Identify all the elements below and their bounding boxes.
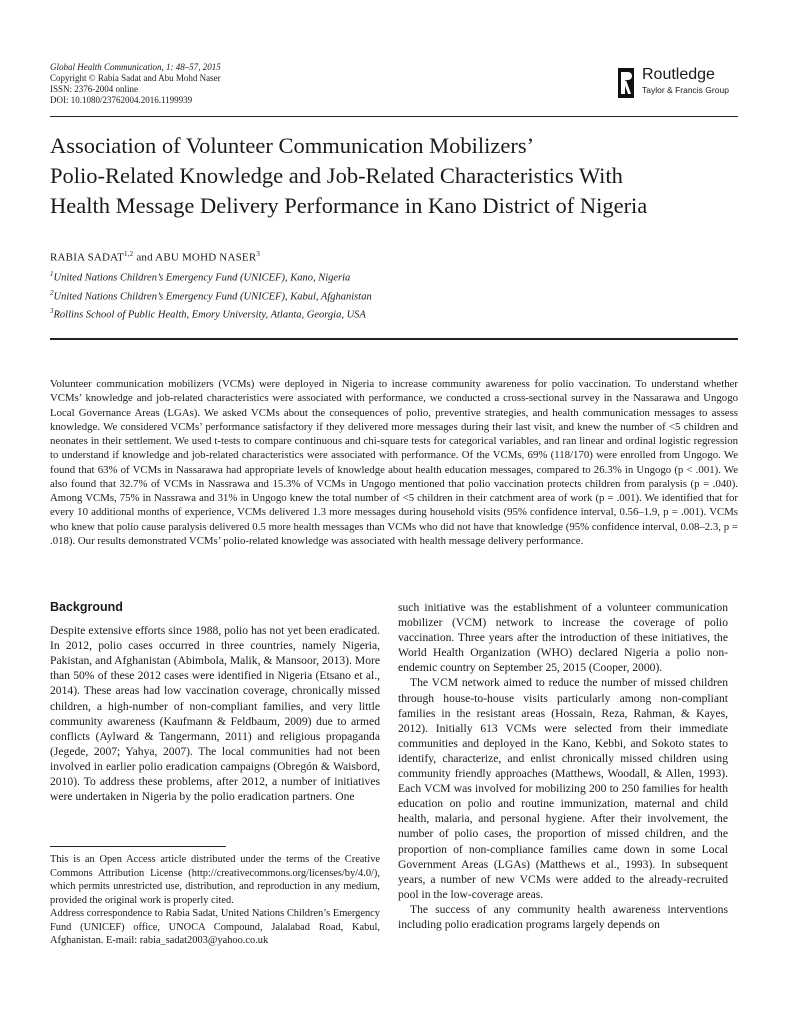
journal-citation: Global Health Communication, 1: 48–57, 2015 — [50, 62, 221, 72]
affiliation-item — [50, 267, 372, 286]
article-title — [50, 131, 750, 221]
affiliation-text: Rollins School of Public Health, Emory University, Atlanta, Georgia, USA — [53, 309, 366, 321]
affiliation-text: United Nations Children’s Emergency Fund (UNICEF), Kano, Nigeria — [53, 272, 351, 284]
publisher-group: Taylor & Francis Group — [642, 85, 729, 95]
author-line — [50, 250, 260, 264]
affiliation-sup: 2 — [50, 288, 54, 297]
affiliation-item — [50, 286, 372, 305]
affiliation-sup: 3 — [50, 307, 54, 315]
publisher-name: Routledge — [642, 66, 715, 83]
affiliation-text: United Nations Children’s Emergency Fund (UNICEF), Kabul, Afghanistan — [53, 291, 372, 302]
author-name: ABU MOHD NASER — [155, 251, 257, 264]
issn-line: ISSN: 2376-2004 online — [50, 84, 139, 94]
routledge-logo-icon — [618, 68, 634, 98]
left-column — [50, 600, 380, 804]
doi-line[interactable]: DOI: 10.1080/23762004.2016.1199939 — [50, 95, 193, 105]
body-paragraph: The VCM network aimed to reduce the number of missed children through house-to-house visits particularly among non-compliant families in the resistant areas (Hossain, Reza, Rahman, & Kayes, 2012). Initially 613 VCMs were selected from their immediate communities and deployed in the Kano, Kebbi, and Sokoto states to identify, characterize, and enlist chronically missed children using community friendly approaches (Matthews, Woodall, & Allen, 1993). Each VCM was involved for mobilizing 200 to 250 families for health education on polio and routine immunization, maternal and child health, malaria, and personal hygiene. After their involvement, the number of polio cases, the proportion of missed children, and the proportion of non-compliance families came down in some Local Government Areas (LGAs) (Matthews et al., 1993). In subsequent years, a number of new VCMs were added to the already-recruited pool in the low-coverage areas. — [398, 676, 728, 901]
author-affil-sup: 1,2 — [124, 250, 134, 258]
license-note[interactable]: This is an Open Access article distributed under the terms of the Creative Commons Attribution License (http://creativecommons.org/licenses/by/4.0/), which permits unrestricted use, distribution, and reproduction in any medium, provided the original work is properly cited. — [50, 854, 380, 906]
title-line: Polio-Related Knowledge and Job-Related Characteristics With — [50, 163, 623, 188]
author-conjunction: and — [133, 251, 156, 264]
title-line: Health Message Delivery Performance in Kano District of Nigeria — [50, 193, 648, 218]
header-rule — [50, 116, 738, 117]
journal-meta — [50, 62, 221, 106]
right-column — [398, 600, 728, 932]
footnote — [50, 853, 380, 948]
author-affil-sup: 3 — [256, 250, 261, 258]
body-paragraph: The success of any community health awareness interventions including polio eradication programs largely depends on — [398, 902, 728, 931]
affiliation-sup: 1 — [50, 270, 54, 278]
copyright-line: Copyright © Rabia Sadat and Abu Mohd Naser — [50, 73, 221, 83]
title-line: Association of Volunteer Communication Mobilizers’ — [50, 133, 535, 158]
section-heading-background: Background — [50, 600, 123, 614]
abstract: Volunteer communication mobilizers (VCMs) were deployed in Nigeria to increase community awareness for polio vaccination. To understand whether VCMs’ knowledge and job-related characteristics were associated with performance, we conducted a cross-sectional survey in the Nassarawa and Ungogo Local Governance Areas (LGAs). We asked VCMs about the consequences of polio, preventive strategies, and health communication messages to assess knowledge. We considered VCMs’ performance satisfactory if they delivered more messages during their last visit, and knew the number of <5 children and neonates in their settlement. We used t-tests to compare continuous and chi-square tests for categorical variables, and ran linear and ordinal logistic regression to understand if knowledge and job-related characteristics were associated with performance. Of the VCMs, 69% (118/170) were enrolled from Ungogo. We found that 63% of VCMs in Nassarawa had appropriate levels of knowledge about health education messages, compared to 26.3% in Ungogo (p < .001). We also found that 32.7% of VCMs in Nassrawa and 15.3% of VCMs in Ungogo mentioned that polio vaccination protects children from paralysis (p = .040). Among VCMs, 75% in Nassrawa and 31% in Ungogo knew the total number of <5 children in their catchment area of work (p = .001). We identified that for every 10 additional months of experience, VCMs delivered 1.3 more messages during household visits (95% confidence interval, 0.56–1.9, p = .001). VCMs who knew that polio cause paralysis delivered 0.5 more health messages than VCMs who did not have that knowledge (95% confidence interval, 0.08–2.3, p = .018). Our results demonstrated VCMs’ polio-related knowledge was associated with health message delivery performance. — [50, 378, 738, 547]
affiliation-item — [50, 304, 372, 323]
author-name: RABIA SADAT — [50, 251, 125, 264]
body-paragraph: such initiative was the establishment of a volunteer communication mobilizer (VCM) network to increase the coverage of polio vaccination. Three years after the introduction of these initiatives, the World Health Organization (WHO) declared Nigeria a polio non-endemic country on September 25, 2015 (Cooper, 2000). — [398, 601, 728, 675]
publisher-logo — [618, 66, 738, 100]
correspondence-note[interactable]: Address correspondence to Rabia Sadat, United Nations Children’s Emergency Fund (UNICEF) office, UNOCA Compound, Jalalabad Road, Kabul, Afghanistan. E-mail: rabia_sadat2003@yahoo.co.uk — [50, 908, 380, 946]
footnote-rule — [50, 846, 226, 847]
body-paragraph: Despite extensive efforts since 1988, polio has not yet been eradicated. In 2012, polio cases occurred in three countries, namely Nigeria, Pakistan, and Afghanistan (Abimbola, Malik, & Mansoor, 2013). More than 50% of these 2012 cases were identified in Nigeria (Etsano et al., 2014). These areas had low vaccination coverage, chronically missed children, a high-number of non-compliant families, and very little community awareness (Kaufmann & Feldbaum, 2009) due to armed conflicts (Aylward & Tangermann, 2011) and religious propaganda (Jegede, 2007; Yahya, 2007). The local communities had not been involved in earlier polio eradication campaigns (Obregón & Waisbord, 2010). To address these problems, after 2012, a number of initiatives were undertaken in Nigeria by the polio eradication partners. One — [50, 624, 380, 804]
affiliations — [50, 267, 372, 323]
title-block-rule — [50, 338, 738, 340]
